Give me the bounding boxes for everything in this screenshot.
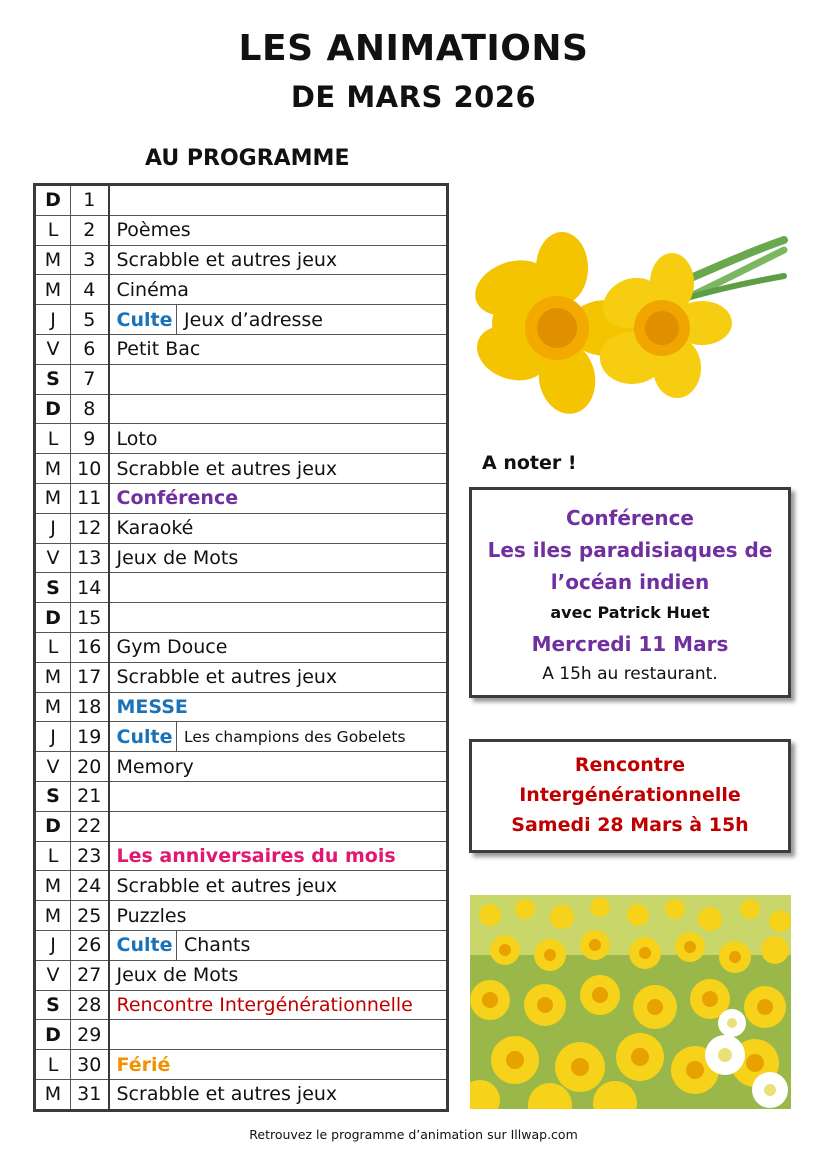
calendar-row bbox=[35, 1020, 448, 1050]
calendar-row bbox=[35, 1079, 448, 1110]
box-line: Intergénérationnelle bbox=[519, 784, 741, 806]
calendar-weekday: D bbox=[35, 811, 71, 841]
calendar-activity: Jeux de Mots bbox=[109, 960, 448, 990]
footer-text: Retrouvez le programme d’animation sur Illwap.com bbox=[249, 1127, 578, 1142]
calendar-weekday: J bbox=[35, 513, 71, 543]
calendar-date: 31 bbox=[71, 1079, 109, 1110]
calendar-activity: Scrabble et autres jeux bbox=[109, 871, 448, 901]
calendar-activity: Petit Bac bbox=[109, 334, 448, 364]
box-line: Samedi 28 Mars à 15h bbox=[511, 814, 749, 836]
calendar-weekday: S bbox=[35, 781, 71, 811]
calendar-weekday: V bbox=[35, 752, 71, 782]
calendar-date: 19 bbox=[71, 722, 109, 752]
calendar-row bbox=[35, 483, 448, 513]
box-line: Conférence bbox=[565, 506, 694, 530]
calendar-activity: Scrabble et autres jeux bbox=[109, 662, 448, 692]
calendar-weekday: L bbox=[35, 1050, 71, 1080]
calendar-weekday: M bbox=[35, 275, 71, 305]
calendar-date: 24 bbox=[71, 871, 109, 901]
calendar-activity bbox=[109, 1020, 448, 1050]
calendar-date: 1 bbox=[71, 185, 109, 216]
calendar-activity bbox=[109, 364, 448, 394]
calendar-activity bbox=[109, 811, 448, 841]
calendar-date: 15 bbox=[71, 603, 109, 633]
calendar-row bbox=[35, 662, 448, 692]
calendar-date: 8 bbox=[71, 394, 109, 424]
calendar-weekday: L bbox=[35, 841, 71, 871]
calendar-date: 26 bbox=[71, 930, 109, 960]
calendar-row bbox=[35, 722, 448, 752]
calendar-row bbox=[35, 871, 448, 901]
calendar-weekday: L bbox=[35, 632, 71, 662]
calendar-weekday: S bbox=[35, 364, 71, 394]
calendar-weekday: M bbox=[35, 662, 71, 692]
box-line: l’océan indien bbox=[550, 570, 710, 594]
calendar-date: 29 bbox=[71, 1020, 109, 1050]
rencontre-box bbox=[469, 739, 791, 853]
calendar-weekday: M bbox=[35, 901, 71, 931]
calendar-activity: Culte bbox=[109, 305, 177, 335]
calendar-activity bbox=[109, 781, 448, 811]
calendar-weekday: V bbox=[35, 960, 71, 990]
calendar-date: 5 bbox=[71, 305, 109, 335]
calendar-row bbox=[35, 424, 448, 454]
calendar-row bbox=[35, 752, 448, 782]
calendar-activity: Memory bbox=[109, 752, 448, 782]
calendar-activity-secondary: Les champions des Gobelets bbox=[177, 722, 448, 752]
calendar-date: 13 bbox=[71, 543, 109, 573]
calendar-date: 30 bbox=[71, 1050, 109, 1080]
calendar-activity bbox=[109, 185, 448, 216]
calendar-activity: Férié bbox=[109, 1050, 448, 1080]
page-subtitle: DE MARS 2026 bbox=[290, 80, 537, 114]
calendar-activity-secondary: Chants bbox=[177, 930, 448, 960]
calendar-activity: Gym Douce bbox=[109, 632, 448, 662]
calendar-weekday: V bbox=[35, 334, 71, 364]
box-line: Rencontre bbox=[574, 754, 686, 776]
calendar-date: 6 bbox=[71, 334, 109, 364]
calendar-date: 28 bbox=[71, 990, 109, 1020]
calendar-date: 3 bbox=[71, 245, 109, 275]
calendar-activity: Les anniversaires du mois bbox=[109, 841, 448, 871]
calendar-row bbox=[35, 394, 448, 424]
calendar-row bbox=[35, 692, 448, 722]
box-line: A 15h au restaurant. bbox=[542, 664, 718, 684]
calendar-row bbox=[35, 513, 448, 543]
program-heading: AU PROGRAMME bbox=[145, 146, 350, 171]
daffodil-bouquet-image bbox=[472, 228, 790, 423]
calendar-activity: Scrabble et autres jeux bbox=[109, 1079, 448, 1110]
calendar-weekday: D bbox=[35, 394, 71, 424]
calendar-activity bbox=[109, 573, 448, 603]
calendar-row bbox=[35, 215, 448, 245]
calendar-date: 22 bbox=[71, 811, 109, 841]
calendar-weekday: S bbox=[35, 990, 71, 1020]
calendar-weekday: J bbox=[35, 722, 71, 752]
calendar-weekday: D bbox=[35, 185, 71, 216]
calendar-weekday: S bbox=[35, 573, 71, 603]
calendar-activity: Loto bbox=[109, 424, 448, 454]
calendar-activity: Culte bbox=[109, 722, 177, 752]
calendar-weekday: J bbox=[35, 305, 71, 335]
calendar-date: 16 bbox=[71, 632, 109, 662]
calendar-weekday: J bbox=[35, 930, 71, 960]
page-title: LES ANIMATIONS bbox=[238, 28, 589, 69]
calendar-activity: MESSE bbox=[109, 692, 448, 722]
calendar-row bbox=[35, 632, 448, 662]
calendar-row bbox=[35, 185, 448, 216]
calendar-activity: Karaoké bbox=[109, 513, 448, 543]
calendar-row bbox=[35, 1050, 448, 1080]
calendar-row bbox=[35, 305, 448, 335]
calendar-date: 27 bbox=[71, 960, 109, 990]
calendar-weekday: M bbox=[35, 483, 71, 513]
calendar-activity: Conférence bbox=[109, 483, 448, 513]
calendar-date: 23 bbox=[71, 841, 109, 871]
calendar-activity: Puzzles bbox=[109, 901, 448, 931]
calendar-date: 14 bbox=[71, 573, 109, 603]
calendar-date: 25 bbox=[71, 901, 109, 931]
calendar-weekday: D bbox=[35, 603, 71, 633]
calendar-weekday: L bbox=[35, 424, 71, 454]
calendar-activity bbox=[109, 394, 448, 424]
calendar-row bbox=[35, 781, 448, 811]
calendar-row bbox=[35, 543, 448, 573]
calendar-weekday: L bbox=[35, 215, 71, 245]
calendar-date: 17 bbox=[71, 662, 109, 692]
program-calendar bbox=[33, 183, 449, 1112]
calendar-date: 12 bbox=[71, 513, 109, 543]
calendar-row bbox=[35, 811, 448, 841]
calendar-weekday: M bbox=[35, 692, 71, 722]
calendar-activity: Poèmes bbox=[109, 215, 448, 245]
calendar-row bbox=[35, 841, 448, 871]
box-line: Les iles paradisiaques de bbox=[487, 538, 773, 562]
box-line: Mercredi 11 Mars bbox=[531, 632, 729, 656]
calendar-row bbox=[35, 364, 448, 394]
calendar-row bbox=[35, 334, 448, 364]
calendar-date: 21 bbox=[71, 781, 109, 811]
calendar-activity: Cinéma bbox=[109, 275, 448, 305]
calendar-date: 4 bbox=[71, 275, 109, 305]
calendar-activity: Jeux de Mots bbox=[109, 543, 448, 573]
calendar-row bbox=[35, 960, 448, 990]
calendar-date: 20 bbox=[71, 752, 109, 782]
calendar-activity: Rencontre Intergénérationnelle bbox=[109, 990, 448, 1020]
calendar-date: 18 bbox=[71, 692, 109, 722]
calendar-row bbox=[35, 901, 448, 931]
calendar-row bbox=[35, 454, 448, 484]
calendar-weekday: M bbox=[35, 245, 71, 275]
calendar-weekday: M bbox=[35, 1079, 71, 1110]
calendar-activity: Scrabble et autres jeux bbox=[109, 454, 448, 484]
calendar-row bbox=[35, 990, 448, 1020]
calendar-weekday: M bbox=[35, 871, 71, 901]
calendar-weekday: V bbox=[35, 543, 71, 573]
calendar-weekday: M bbox=[35, 454, 71, 484]
calendar-row bbox=[35, 930, 448, 960]
calendar-date: 10 bbox=[71, 454, 109, 484]
note-heading: A noter ! bbox=[482, 452, 577, 474]
calendar-row bbox=[35, 245, 448, 275]
calendar-activity: Culte bbox=[109, 930, 177, 960]
calendar-weekday: D bbox=[35, 1020, 71, 1050]
calendar-row bbox=[35, 603, 448, 633]
calendar-row bbox=[35, 573, 448, 603]
calendar-date: 2 bbox=[71, 215, 109, 245]
calendar-date: 7 bbox=[71, 364, 109, 394]
conference-box bbox=[469, 487, 791, 698]
box-line: avec Patrick Huet bbox=[550, 603, 710, 622]
calendar-activity-secondary: Jeux d’adresse bbox=[177, 305, 448, 335]
calendar-activity bbox=[109, 603, 448, 633]
calendar-date: 11 bbox=[71, 483, 109, 513]
calendar-row bbox=[35, 275, 448, 305]
daffodil-field-image bbox=[470, 895, 791, 1109]
calendar-date: 9 bbox=[71, 424, 109, 454]
calendar-activity: Scrabble et autres jeux bbox=[109, 245, 448, 275]
